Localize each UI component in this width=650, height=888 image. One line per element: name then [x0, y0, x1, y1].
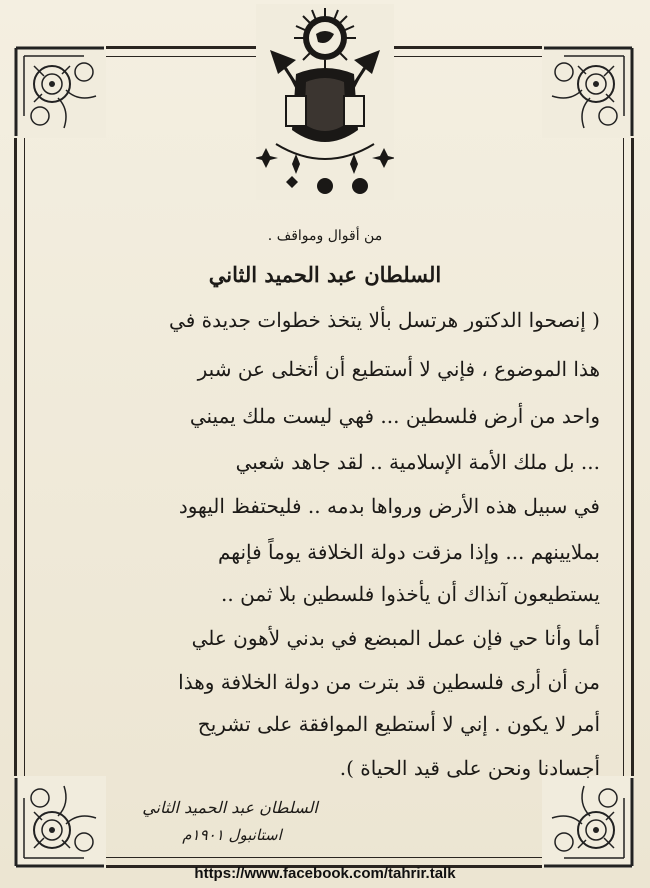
body-line: يستطيعون آنذاك أن يأخذوا فلسطين بلا ثمن .. [221, 582, 600, 606]
watermark-url[interactable]: https://www.facebook.com/tahrir.talk [194, 865, 456, 882]
body-line: واحد من أرض فلسطين ... فهي ليست ملك يميني [189, 404, 600, 428]
body-line: أجسادنا ونحن على قيد الحياة ). [339, 756, 600, 780]
intro-caption: من أقوال ومواقف . [267, 228, 383, 244]
ornamental-corner-icon [542, 46, 634, 138]
body-line: هذا الموضوع ، فإني لا أستطيع أن أتخلى عن شبر [197, 357, 600, 381]
ornamental-corner-icon [14, 776, 106, 868]
body-line: بملايينهم ... وإذا مزقت دولة الخلافة يوماً فإنهم [217, 540, 600, 564]
signature-place-date: استانبول ١٩٠١م [182, 826, 282, 844]
document-title: السلطان عبد الحميد الثاني [208, 262, 442, 287]
ornamental-corner-icon [542, 776, 634, 868]
ottoman-coat-of-arms-icon [256, 4, 394, 200]
body-line: ... بل ملك الأمة الإسلامية .. لقد جاهد شعبي [235, 450, 600, 474]
body-line: ( إنصحوا الدكتور هرتسل بألا يتخذ خطوات جديدة في [169, 308, 600, 332]
ornamental-corner-icon [14, 46, 106, 138]
body-line: أمر لا يكون . إني لا أستطيع الموافقة على تشريح [197, 712, 600, 736]
signature-name: السلطان عبد الحميد الثاني [142, 798, 318, 817]
body-line: أما وأنا حي فإن عمل المبضع في بدني لأهون علي [191, 626, 600, 650]
body-line: من أن أرى فلسطين قد بترت من دولة الخلافة وهذا [178, 670, 600, 694]
body-line: في سبيل هذه الأرض ورواها بدمه .. فليحتفظ اليهود [178, 494, 600, 518]
